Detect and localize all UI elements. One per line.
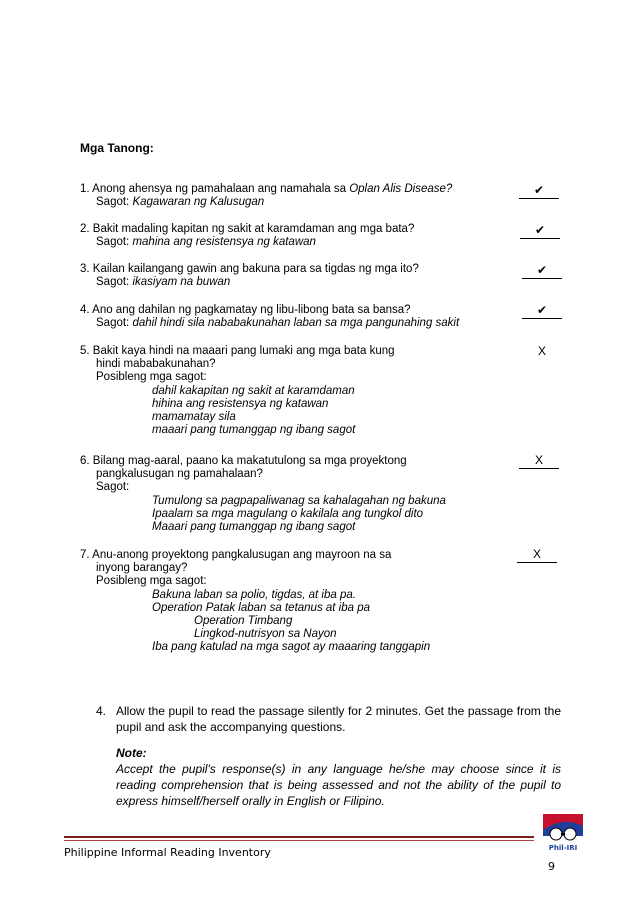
answer-text: ikasiyam na buwan xyxy=(132,276,231,289)
answer-item: Bakuna laban sa polio, tigdas, at iba pa. xyxy=(152,588,356,601)
instruction-number: 4. xyxy=(96,704,107,718)
answer-item: Maaari pang tumanggap ng ibang sagot xyxy=(152,521,356,534)
answer-label: Sagot: xyxy=(96,317,133,330)
answer-item: Ipaalam sa mga magulang o kakilala ang tungkol dito xyxy=(152,507,424,520)
note-title: Note: xyxy=(116,746,147,760)
note-text: Accept the pupil's response(s) in any language he/she may choose since it is reading comprehension that is being assessed and not the ability of the pupil to express himself/herself orally in English or Filipino. xyxy=(116,762,561,808)
question-5-text-cont: hindi mababakunahan? xyxy=(96,358,216,371)
answer-label: Sagot: xyxy=(96,236,133,249)
answer-text: Kagawaran ng Kalusugan xyxy=(132,196,265,209)
answer-label: Sagot: xyxy=(96,196,133,209)
question-6-text-cont: pangkalusugan ng pamahalaan? xyxy=(96,468,263,481)
answer-text: mahina ang resistensya ng katawan xyxy=(132,236,316,249)
answer-item: Tumulong sa pagpapaliwanag sa kahalagahan ng bakuna xyxy=(152,494,446,507)
answer-label: Posibleng mga sagot: xyxy=(96,371,207,384)
question-4-text: 4. Ano ang dahilan ng pagkamatay ng libu-libong bata sa bansa? xyxy=(80,304,411,316)
question-7-text-cont: inyong barangay? xyxy=(96,562,188,575)
page-number: 9 xyxy=(548,860,555,873)
footer-rule xyxy=(64,836,534,838)
question-5 xyxy=(80,345,560,437)
question-5-text: 5. Bakit kaya hindi na maaari pang lumaki ang mga bata kung xyxy=(80,345,395,357)
check-mark-4: ✔ xyxy=(522,303,562,319)
question-1 xyxy=(80,183,560,209)
answer-label: Sagot: xyxy=(96,276,133,289)
answer-label: Sagot: xyxy=(96,481,130,494)
question-2 xyxy=(80,223,560,249)
questions-heading: Mga Tanong: xyxy=(80,141,154,155)
x-mark-7: X xyxy=(517,547,557,563)
answer-item: Iba pang katulad na mga sagot ay maaaring tanggapin xyxy=(152,641,431,654)
footer-rule-thin xyxy=(64,840,534,841)
answer-item: hihina ang resistensya ng katawan xyxy=(152,397,329,410)
answer-subitem: Lingkod-nutrisyon sa Nayon xyxy=(194,628,337,641)
answer-item: dahil kakapitan ng sakit at karamdaman xyxy=(152,384,355,397)
question-1-text: 1. Anong ahensya ng pamahalaan ang namahala sa xyxy=(80,183,350,195)
question-6 xyxy=(80,455,560,534)
question-7 xyxy=(80,549,560,655)
footer-title: Philippine Informal Reading Inventory xyxy=(64,846,271,859)
phil-iri-logo xyxy=(540,812,586,856)
question-7-text: 7. Anu-anong proyektong pangkalusugan ang mayroon na sa xyxy=(80,549,392,561)
check-mark-2: ✔ xyxy=(520,223,560,239)
answer-item: maaari pang tumanggap ng ibang sagot xyxy=(152,424,356,437)
question-3 xyxy=(80,263,560,289)
question-6-text: 6. Bilang mag-aaral, paano ka makatutulong sa mga proyektong xyxy=(80,455,407,467)
answer-text: dahil hindi sila nababakunahan laban sa mga pangunahing sakit xyxy=(132,317,460,330)
answer-label: Posibleng mga sagot: xyxy=(96,575,207,588)
x-mark-6: X xyxy=(519,453,559,469)
answer-subitem: Operation Timbang xyxy=(194,615,293,628)
check-mark-3: ✔ xyxy=(522,263,562,279)
instruction-text: Allow the pupil to read the passage silently for 2 minutes. Get the passage from the pupil and ask the accompanying questions. xyxy=(116,704,561,734)
question-3-text: 3. Kailan kailangang gawin ang bakuna para sa tigdas ng mga ito? xyxy=(80,263,419,275)
check-mark-1: ✔ xyxy=(519,183,559,199)
question-4 xyxy=(80,304,560,330)
question-2-text: 2. Bakit madaling kapitan ng sakit at karamdaman ang mga bata? xyxy=(80,223,415,235)
instruction-block xyxy=(96,703,561,809)
logo-text: Phil-IRI xyxy=(548,844,578,852)
question-1-italic: Oplan Alis Disease? xyxy=(349,183,453,195)
answer-item: mamamatay sila xyxy=(152,411,236,424)
answer-item: Operation Patak laban sa tetanus at iba pa xyxy=(152,601,371,614)
x-mark-5: X xyxy=(537,344,546,358)
